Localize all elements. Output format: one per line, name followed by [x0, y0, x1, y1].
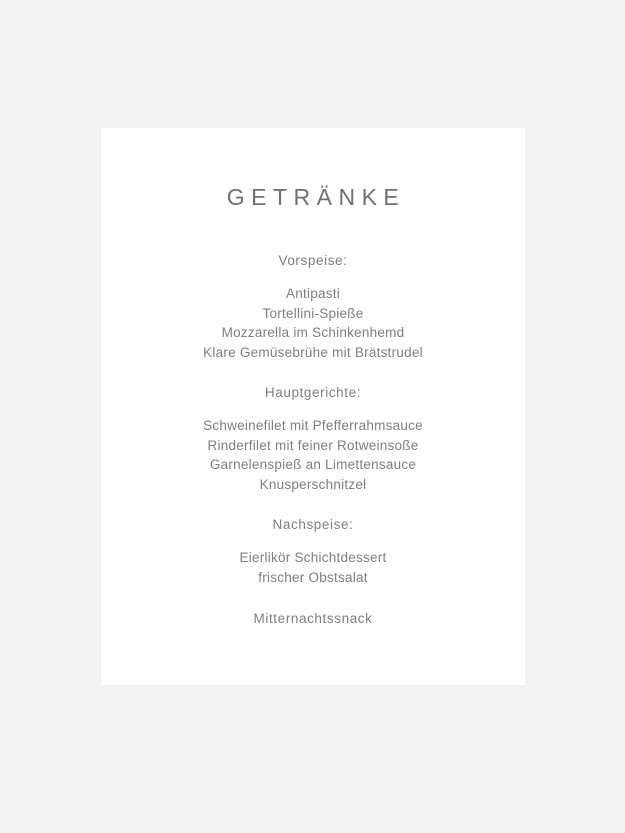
list-item: frischer Obstsalat	[258, 569, 368, 585]
menu-section-nachspeise	[101, 517, 525, 587]
list-item: Schweinefilet mit Pfefferrahmsauce	[203, 418, 423, 433]
spacer	[101, 494, 525, 517]
spacer	[101, 362, 525, 385]
page-title: GETRÄNKE	[226, 184, 406, 210]
section-heading: Vorspeise:	[278, 253, 348, 268]
section-items	[101, 284, 525, 362]
list-item: Eierlikör Schichtdessert	[239, 550, 387, 565]
list-item: Rinderfilet mit feiner Rotweinsoße	[207, 437, 419, 453]
spacer	[101, 532, 525, 548]
section-heading: Hauptgerichte:	[264, 385, 362, 400]
list-item: Knusperschnitzel	[259, 476, 367, 492]
section-items	[101, 416, 525, 494]
spacer	[101, 587, 525, 611]
spacer	[101, 268, 525, 284]
list-item: Tortellini-Spieße	[262, 305, 364, 321]
spacer	[101, 400, 525, 416]
menu-card	[101, 128, 525, 685]
section-items	[101, 548, 525, 587]
list-item: Mozzarella im Schinkenhemd	[221, 325, 405, 340]
section-heading: Mitternachtssnack	[253, 611, 373, 626]
menu-section-mitternachtssnack	[101, 611, 525, 626]
spacer	[101, 211, 525, 253]
list-item: Antipasti	[285, 286, 341, 301]
menu-section-hauptgerichte	[101, 385, 525, 494]
menu-section-vorspeise	[101, 253, 525, 362]
list-item: Klare Gemüsebrühe mit Brätstrudel	[203, 344, 423, 360]
section-heading: Nachspeise:	[272, 517, 354, 532]
list-item: Garnelenspieß an Limettensauce	[209, 457, 417, 472]
